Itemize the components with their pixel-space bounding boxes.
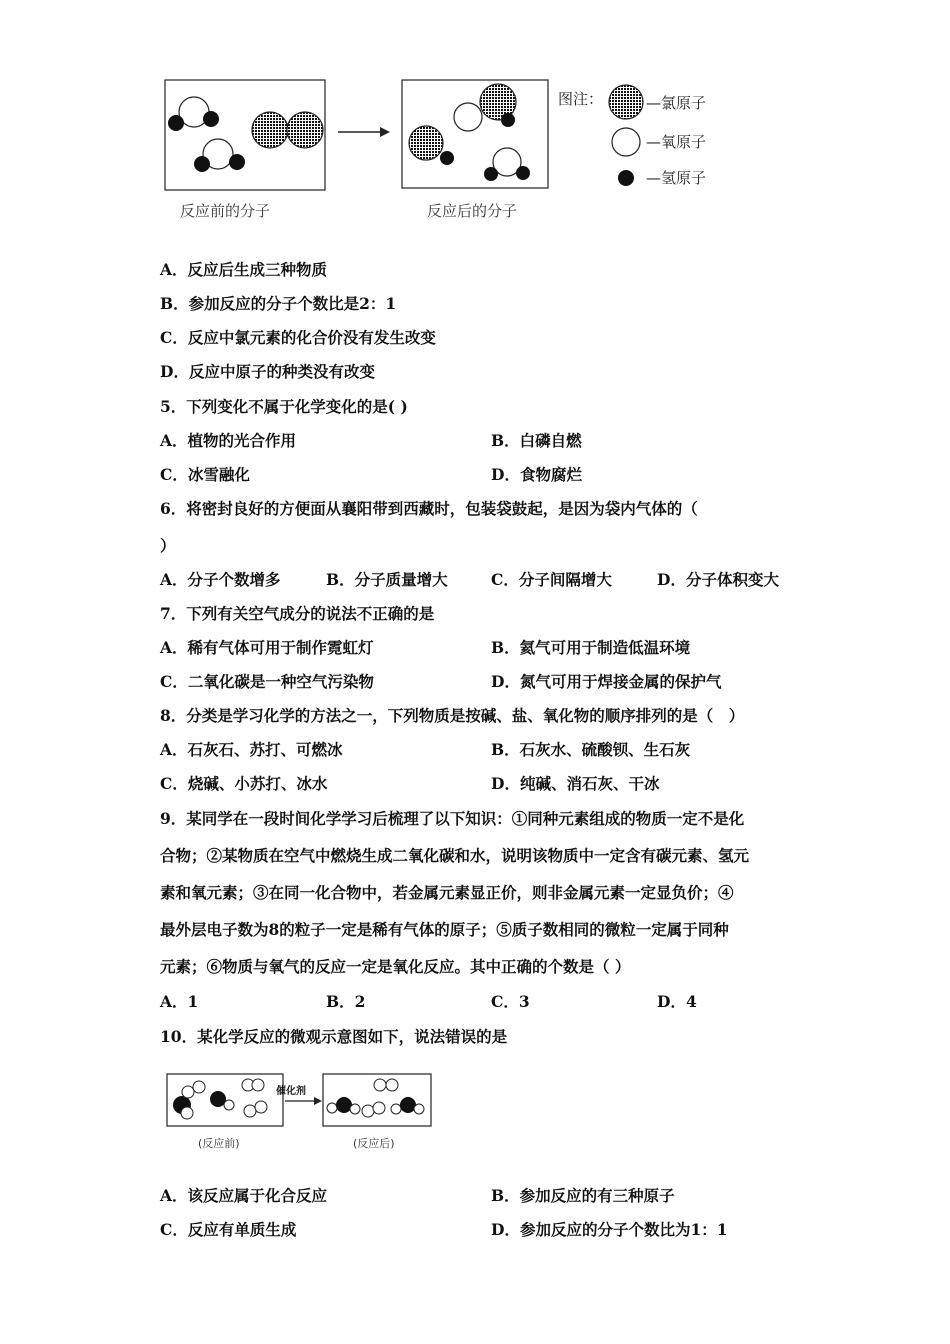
q6-stem-line1: 6．将密封良好的方便面从襄阳带到西藏时，包装袋鼓起，是因为袋内气体的（	[160, 499, 698, 518]
q7-option-c: C．二氧化碳是一种空气污染物	[160, 672, 374, 691]
q8-option-d: D．纯碱、消石灰、干冰	[491, 774, 660, 793]
q9-line-2: 合物；②某物质在空气中燃烧生成二氧化碳和水，说明该物质中一定含有碳元素、氢元	[160, 846, 750, 865]
q9-line-4: 最外层电子数为8的粒子一定是稀有气体的原子；⑤质子数相同的微粒一定属于同种	[160, 920, 729, 939]
q10-option-b: B．参加反应的有三种原子	[491, 1186, 675, 1205]
q10-option-a: A．该反应属于化合反应	[160, 1186, 328, 1205]
q4-option-c: C．反应中氯元素的化合价没有发生改变	[160, 328, 436, 347]
q5-option-a: A．植物的光合作用	[160, 431, 297, 450]
reaction-figure-2	[160, 1065, 440, 1160]
q8-option-c: C．烧碱、小苏打、冰水	[160, 774, 328, 793]
q8-option-b: B．石灰水、硫酸钡、生石灰	[491, 740, 691, 759]
q5-option-c: C．冰雪融化	[160, 465, 250, 484]
q7-stem: 7．下列有关空气成分的说法不正确的是	[160, 604, 435, 623]
q9-line-3: 素和氧元素；③在同一化合物中，若金属元素显正价，则非金属元素一定显负价；④	[160, 883, 734, 902]
q10-stem: 10．某化学反应的微观示意图如下，说法错误的是	[160, 1027, 508, 1046]
q10-before-caption: (反应前)	[198, 1137, 240, 1150]
q9-line-1: 9．某同学在一段时间化学学习后梳理了以下知识：①同种元素组成的物质一定不是化	[160, 809, 745, 828]
q10-option-c: C．反应有单质生成	[160, 1220, 297, 1239]
before-caption: 反应前的分子	[180, 202, 271, 220]
q6-option-b: B．分子质量增大	[326, 570, 448, 589]
q5-option-d: D．食物腐烂	[491, 465, 582, 484]
catalyst-label: 催化剂	[276, 1086, 306, 1097]
q9-line-5: 元素；⑥物质与氧气的反应一定是氧化反应。其中正确的个数是（ ）	[160, 957, 631, 976]
q10-option-d: D．参加反应的分子个数比为1：1	[491, 1220, 728, 1239]
q7-option-a: A．稀有气体可用于制作霓虹灯	[160, 638, 374, 657]
q8-stem: 8．分类是学习化学的方法之一，下列物质是按碱、盐、氧化物的顺序排列的是（ ）	[160, 706, 745, 725]
chlorine-legend-icon	[609, 85, 643, 119]
legend-hydrogen: —氢原子	[646, 169, 707, 187]
q6-option-a: A．分子个数增多	[160, 570, 281, 589]
q5-option-b: B．白磷自燃	[491, 431, 582, 450]
hydrogen-legend-icon	[618, 170, 634, 186]
q4-option-a: A．反应后生成三种物质	[160, 260, 328, 279]
q4-option-d: D．反应中原子的种类没有改变	[160, 362, 375, 381]
q9-option-b: B．2	[326, 992, 366, 1011]
q9-option-d: D．4	[657, 992, 697, 1011]
after-caption: 反应后的分子	[427, 202, 518, 220]
oxygen-legend-icon	[612, 128, 640, 156]
q4-option-b: B．参加反应的分子个数比是2：1	[160, 294, 397, 313]
q9-option-a: A．1	[160, 992, 199, 1011]
q6-stem-line2: ）	[160, 536, 176, 555]
legend-title: 图注：	[558, 90, 604, 108]
q6-option-d: D．分子体积变大	[657, 570, 779, 589]
q8-option-a: A．石灰石、苏打、可燃冰	[160, 740, 343, 759]
q7-option-d: D．氮气可用于焊接金属的保护气	[491, 672, 722, 691]
q5-stem: 5．下列变化不属于化学变化的是( )	[160, 397, 408, 416]
q10-after-caption: (反应后)	[353, 1137, 395, 1150]
legend-chlorine: —氯原子	[646, 94, 707, 112]
q9-option-c: C．3	[491, 992, 530, 1011]
q7-option-b: B．氦气可用于制造低温环境	[491, 638, 691, 657]
legend-oxygen: —氧原子	[646, 133, 707, 151]
q6-option-c: C．分子间隔增大	[491, 570, 612, 589]
